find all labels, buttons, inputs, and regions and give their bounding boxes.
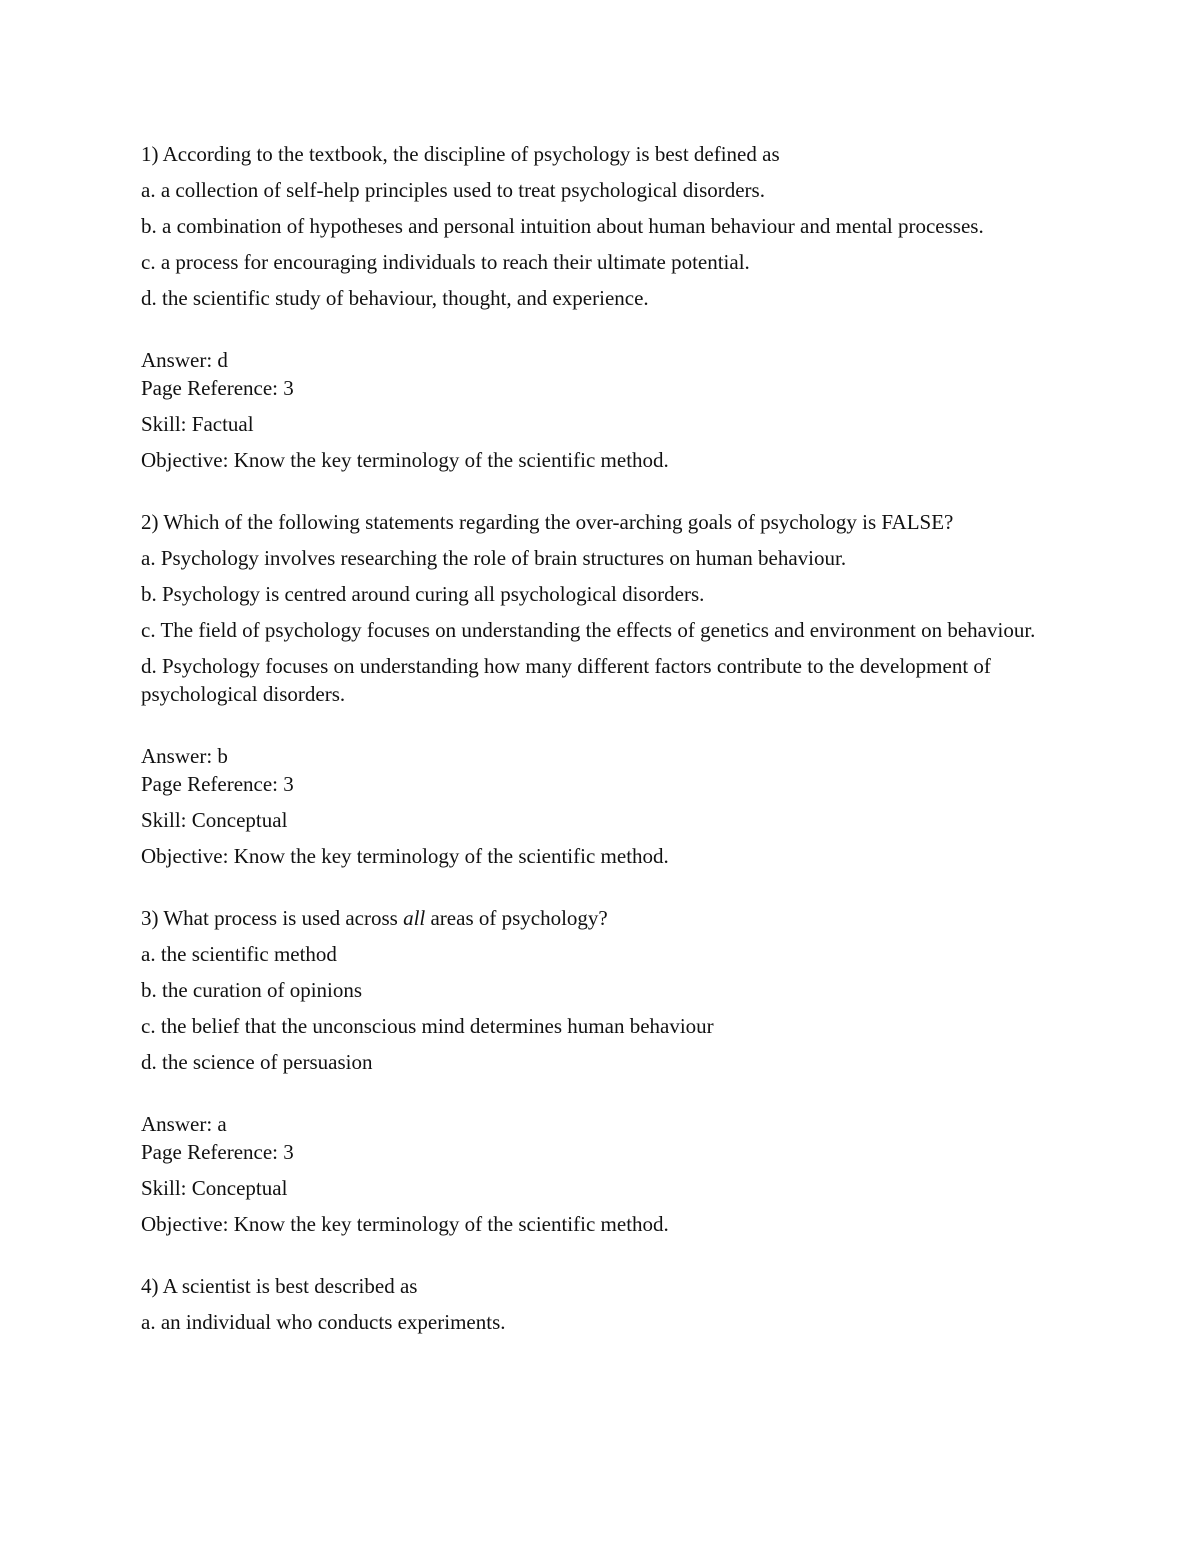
option-b: b. the curation of opinions [141, 978, 363, 1002]
option-d: d. the science of persuasion [141, 1050, 373, 1074]
objective-line: Objective: Know the key terminology of the scientific method. [141, 1212, 669, 1236]
page-reference-line: Page Reference: 3 [141, 376, 294, 400]
answer-line: Answer: d [141, 348, 228, 372]
question-stem: 4) A scientist is best described as [141, 1274, 418, 1298]
skill-line: Skill: Conceptual [141, 1176, 288, 1200]
question-stem [141, 904, 1051, 932]
answer-line: Answer: a [141, 1112, 227, 1136]
question-2 [141, 508, 1051, 870]
question-1 [141, 140, 1051, 474]
stem-text-after: areas of psychology? [425, 906, 608, 930]
option-b: b. Psychology is centred around curing all psychological disorders. [141, 582, 705, 606]
option-c: c. the belief that the unconscious mind determines human behaviour [141, 1014, 714, 1038]
question-stem: 1) According to the textbook, the discipline of psychology is best defined as [141, 142, 780, 166]
option-a: a. Psychology involves researching the role of brain structures on human behaviour. [141, 546, 847, 570]
option-c: c. The field of psychology focuses on understanding the effects of genetics and environment on behaviour. [141, 618, 1036, 642]
skill-line: Skill: Factual [141, 412, 254, 436]
objective-line: Objective: Know the key terminology of the scientific method. [141, 448, 669, 472]
page-reference-line: Page Reference: 3 [141, 1140, 294, 1164]
option-d: d. the scientific study of behaviour, thought, and experience. [141, 286, 649, 310]
question-3 [141, 904, 1051, 1238]
option-a: a. a collection of self-help principles used to treat psychological disorders. [141, 178, 765, 202]
stem-text-before: 3) What process is used across [141, 906, 404, 930]
skill-line: Skill: Conceptual [141, 808, 288, 832]
question-4 [141, 1272, 1051, 1336]
option-d: d. Psychology focuses on understanding how many different factors contribute to the development of psychological disorders. [141, 654, 991, 706]
document-page [141, 140, 1051, 1344]
option-a: a. an individual who conducts experiments. [141, 1310, 506, 1334]
option-a: a. the scientific method [141, 942, 337, 966]
stem-emphasis: all [403, 906, 426, 930]
option-c: c. a process for encouraging individuals to reach their ultimate potential. [141, 250, 750, 274]
question-stem: 2) Which of the following statements regarding the over-arching goals of psychology is FALSE? [141, 510, 954, 534]
page-reference-line: Page Reference: 3 [141, 772, 294, 796]
objective-line: Objective: Know the key terminology of the scientific method. [141, 844, 669, 868]
answer-line: Answer: b [141, 744, 228, 768]
option-b: b. a combination of hypotheses and personal intuition about human behaviour and mental processes. [141, 214, 984, 238]
